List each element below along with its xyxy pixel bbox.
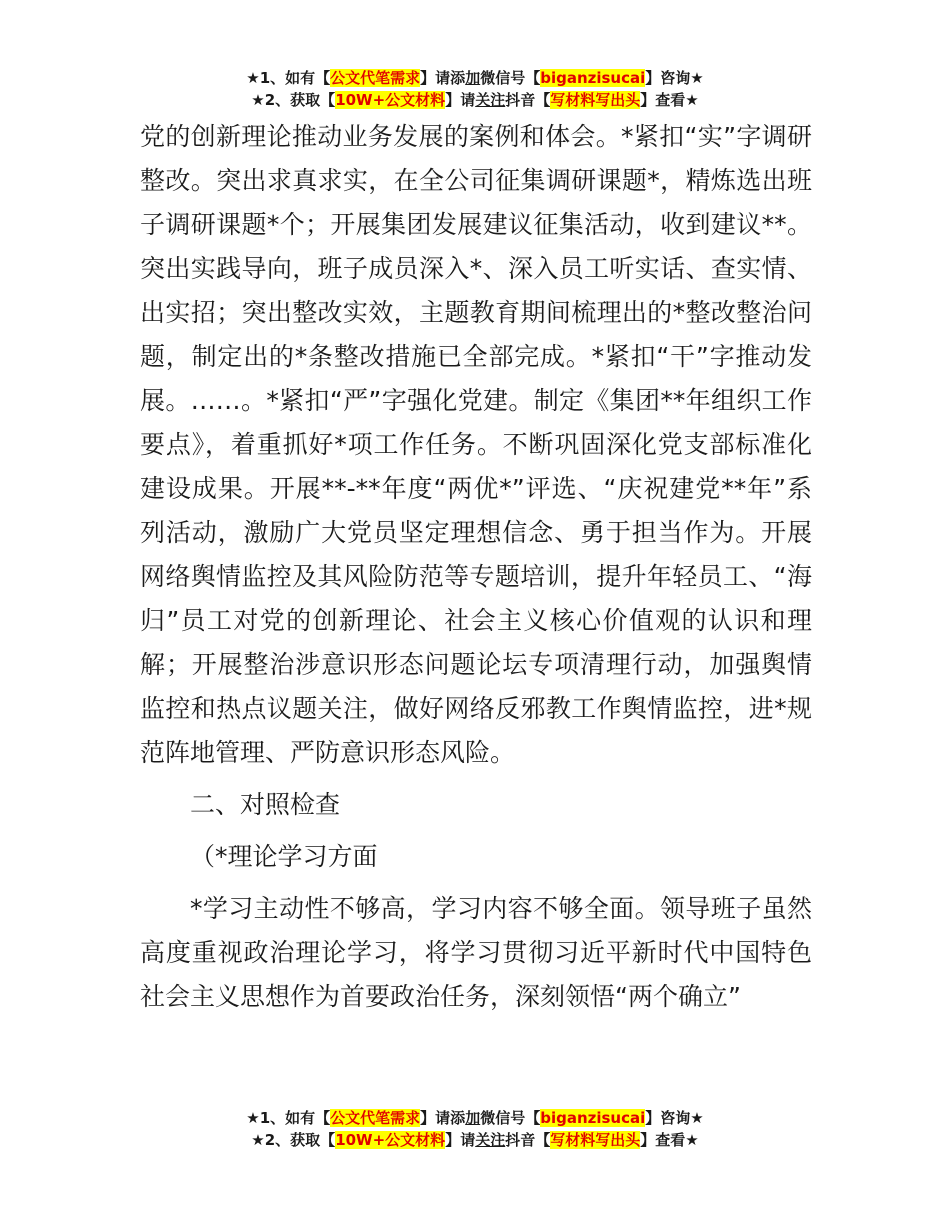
- banner-text: 】咨询★: [645, 69, 704, 87]
- banner-text: 】查看★: [640, 91, 699, 109]
- banner-text: 抖音【: [505, 1131, 551, 1149]
- banner-text: 】请添: [420, 69, 466, 87]
- banner-text: ★1、如有【: [246, 69, 331, 87]
- banner-line-1: [0, 67, 950, 89]
- banner-line-2: [0, 1129, 950, 1151]
- body-paragraph: *学习主动性不够高，学习内容不够全面。领导班子虽然高度重视政治理论学习，将学习贯彻习近平新时代中国特色社会主义思想作为首要政治任务，深刻领悟“两个确立”: [140, 894, 812, 1011]
- banner-text: 】咨询★: [645, 1109, 704, 1127]
- underlined-text: 关注: [475, 1131, 506, 1149]
- banner-text: 微信号【: [480, 69, 541, 87]
- section-heading: 二、对照检查: [190, 790, 341, 819]
- banner-text: 抖音【: [505, 91, 551, 109]
- underlined-text: 加: [465, 69, 481, 87]
- body-paragraph: 党的创新理论推动业务发展的案例和体会。*紧扣“实”字调研整改。突出求真求实，在全公司征集调研课题*，精炼选出班子调研课题*个；开展集团发展建议征集活动，收到建议**。突出实践导向，班子成员深入*、深入员工听实话、查实情、出实招；突出整改实效，主题教育期间梳理出的*整改整治问题，制定出的*条整改措施已全部完成。*紧扣“干”字推动发展。……。*紧扣“严”字强化党建。制定《集团**年组织工作要点》，着重抓好*项工作任务。不断巩固深化党支部标准化建设成果。开展**-**年度“两优*”评选、“庆祝建党**年”系列活动，激励广大党员坚定理想信念、勇于担当作为。开展网络舆情监控及其风险防范等专题培训，提升年轻员工、“海归”员工对党的创新理论、社会主义核心价值观的认识和理解；开展整治涉意识形态问题论坛专项清理行动，加强舆情监控和热点议题关注，做好网络反邪教工作舆情监控，进*规范阵地管理、严防意识形态风险。: [140, 122, 812, 767]
- underlined-text: 关注: [475, 91, 506, 109]
- banner-text: 微信号【: [480, 1109, 541, 1127]
- banner-text: 】查看★: [640, 1131, 699, 1149]
- subsection-heading: （*理论学习方面: [190, 842, 378, 871]
- header-banner: [0, 67, 950, 111]
- highlight-text: 10W+公文材料: [335, 91, 446, 109]
- banner-text: 】请: [445, 91, 476, 109]
- underlined-text: 加: [465, 1109, 481, 1127]
- banner-text: ★2、获取【: [251, 1131, 336, 1149]
- banner-line-2: [0, 89, 950, 111]
- highlight-text: 公文代笔需求: [330, 69, 421, 87]
- banner-text: 】请添: [420, 1109, 466, 1127]
- wechat-id: biganzisucai: [540, 69, 646, 87]
- banner-text: ★1、如有【: [246, 1109, 331, 1127]
- highlight-text: 10W+公文材料: [335, 1131, 446, 1149]
- highlight-text: 公文代笔需求: [330, 1109, 421, 1127]
- banner-line-1: [0, 1107, 950, 1129]
- banner-text: 】请: [445, 1131, 476, 1149]
- douyin-id: 写材料写出头: [550, 1131, 641, 1149]
- wechat-id: biganzisucai: [540, 1109, 646, 1127]
- document-body: [140, 115, 812, 1019]
- footer-banner: [0, 1107, 950, 1151]
- banner-text: ★2、获取【: [251, 91, 336, 109]
- douyin-id: 写材料写出头: [550, 91, 641, 109]
